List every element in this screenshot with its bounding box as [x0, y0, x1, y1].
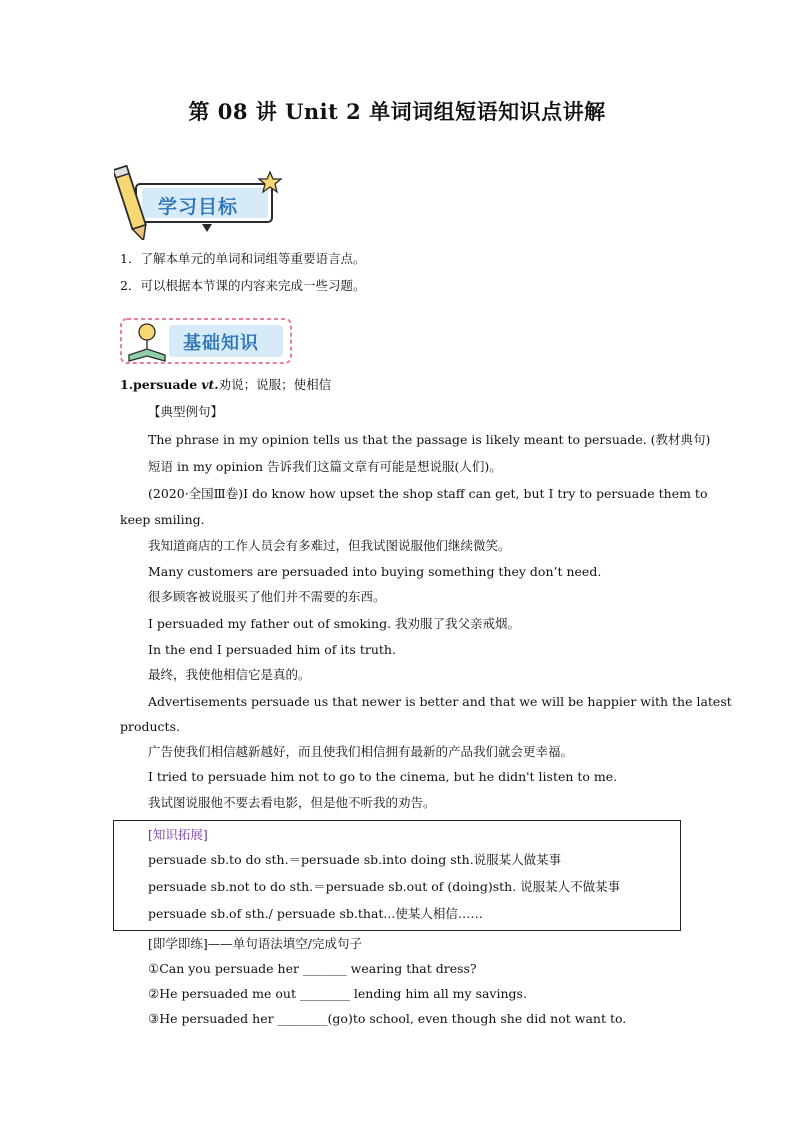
example-line: I tried to persuade him not to go to the cinema, but he didn't listen to me.	[148, 769, 618, 784]
expansion-line: persuade sb.to do sth.＝persuade sb.into doing sth.说服某人做某事	[148, 852, 562, 867]
practice-item: ①Can you persuade her _______ wearing that dress?	[148, 961, 477, 976]
example-line: (2020·全国Ⅲ卷)I do know how upset the shop staff can get, but I try to persuade them to	[148, 486, 708, 501]
knowledge-expansion-box	[113, 820, 681, 931]
practice-label: [即学即练]——单句语法填空/完成句子	[148, 936, 362, 951]
basic-knowledge-label: 基础知识	[183, 333, 259, 354]
example-line: 很多顾客被说服买了他们并不需要的东西。	[148, 589, 386, 604]
examples-label: 【典型例句】	[148, 404, 224, 419]
example-line: Advertisements persuade us that newer is better and that we will be happier with the latest	[148, 694, 732, 709]
example-line: 广告使我们相信越新越好，而且使我们相信拥有最新的产品我们就会更幸福。	[148, 744, 574, 759]
example-line: I persuaded my father out of smoking. 我劝服了我父亲戒烟。	[148, 616, 521, 631]
example-line: 我试图说服他不要去看电影，但是他不听我的劝告。	[148, 795, 436, 810]
example-line: 最终，我使他相信它是真的。	[148, 667, 311, 682]
entry-heading	[120, 377, 331, 393]
practice-item: ③He persuaded her ________(go)to school, even though she did not want to.	[148, 1011, 627, 1026]
expansion-label: [知识拓展]	[148, 827, 208, 842]
example-line: In the end I persuaded him of its truth.	[148, 642, 396, 657]
expansion-line: persuade sb.not to do sth.＝persuade sb.out of (doing)sth. 说服某人不做某事	[148, 879, 621, 894]
example-line: products.	[120, 719, 180, 734]
learning-goals-banner	[114, 162, 284, 240]
page-title: 第 08 讲 Unit 2 单词词组短语知识点讲解	[188, 99, 606, 124]
practice-item: ②He persuaded me out ________ lending him all my savings.	[148, 986, 527, 1001]
example-line: Many customers are persuaded into buying something they don’t need.	[148, 564, 602, 579]
learning-goals-label: 学习目标	[158, 196, 239, 218]
objective-2: 2．可以根据本节课的内容来完成一些习题。	[120, 278, 366, 293]
basic-knowledge-banner	[119, 315, 294, 367]
example-line: keep smiling.	[120, 512, 205, 527]
objective-1: 1．了解本单元的单词和词组等重要语言点。	[120, 251, 366, 266]
entry-word: 1.persuade	[120, 377, 198, 392]
entry-meaning: 劝说；说服；使相信	[218, 377, 332, 392]
entry-pos: vt.	[201, 377, 219, 392]
example-line: 短语 in my opinion 告诉我们这篇文章有可能是想说服(人们)。	[148, 459, 502, 474]
expansion-line: persuade sb.of sth./ persuade sb.that...使某人相信……	[148, 906, 483, 921]
example-line: The phrase in my opinion tells us that the passage is likely meant to persuade. (教材典句)	[148, 432, 711, 447]
example-line: 我知道商店的工作人员会有多难过，但我试图说服他们继续微笑。	[148, 538, 511, 553]
